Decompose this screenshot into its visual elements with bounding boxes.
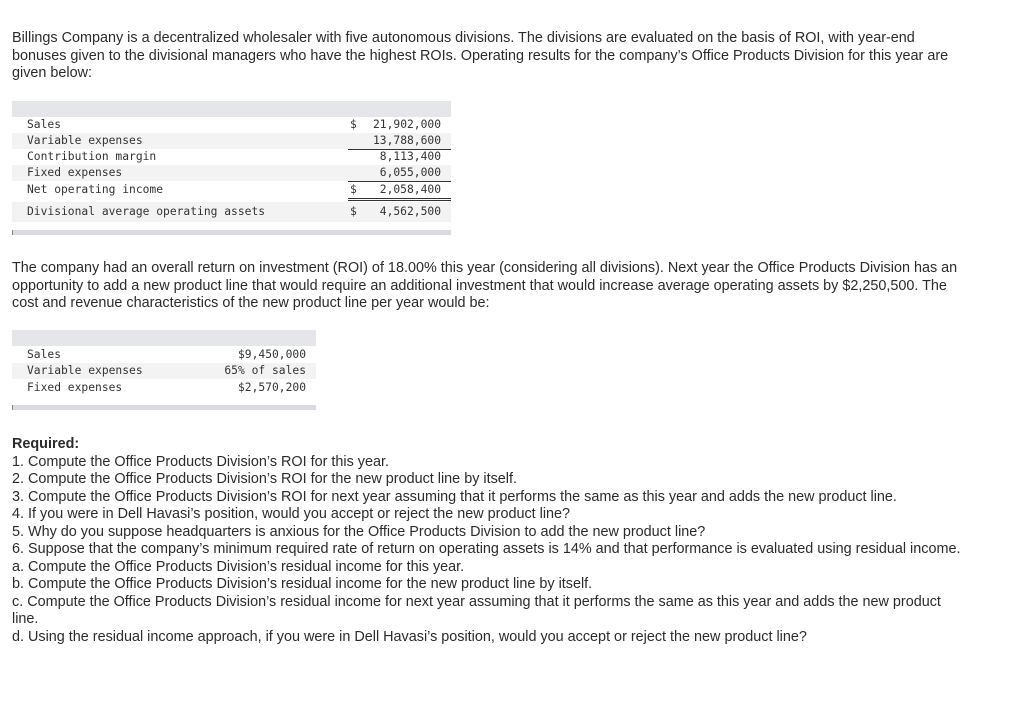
row-label: Variable expenses	[27, 364, 143, 377]
required-item: 5. Why do you suppose headquarters is anxious for the Office Products Division to add the new product line?	[12, 523, 706, 540]
table-row	[12, 133, 451, 149]
required-section	[12, 436, 962, 646]
row-value: 13,788,600	[372, 134, 441, 147]
dollar-sign: $	[350, 118, 357, 131]
row-value: $9,450,000	[237, 348, 306, 361]
table-footer-band	[12, 405, 316, 410]
required-item: c. Compute the Office Products Division’s residual income for next year assuming that it performs the same as this year and adds the new product line.	[12, 593, 941, 627]
table-footer-band	[12, 230, 451, 235]
row-value: 6,055,000	[379, 166, 441, 179]
required-item: 6. Suppose that the company’s minimum required rate of return on operating assets is 14% and that performance is evaluated using residual income.	[12, 541, 961, 557]
table-row	[12, 117, 451, 133]
row-label: Fixed expenses	[27, 166, 123, 179]
row-label: Variable expenses	[27, 134, 143, 147]
row-label: Contribution margin	[27, 150, 157, 163]
table-row	[12, 363, 316, 379]
row-value: $2,570,200	[237, 381, 306, 394]
table-row	[12, 347, 316, 363]
table-row	[12, 380, 316, 396]
required-item: 4. If you were in Dell Havasi’s position, would you accept or reject the new product line?	[12, 506, 571, 522]
required-item: 3. Compute the Office Products Division’s ROI for next year assuming that it performs the same as this year and adds the new product line.	[12, 488, 897, 505]
row-value: 2,058,400	[379, 183, 441, 196]
row-label: Divisional average operating assets	[27, 205, 266, 218]
row-label: Sales	[27, 348, 62, 361]
required-item: a. Compute the Office Products Division’s residual income for this year.	[12, 558, 465, 575]
row-label: Sales	[27, 118, 62, 131]
required-heading: Required:	[12, 436, 80, 452]
table-header-band	[12, 330, 316, 346]
required-item: 1. Compute the Office Products Division’s ROI for this year.	[12, 453, 389, 470]
row-value: 21,902,000	[372, 118, 441, 131]
operating-results-table	[12, 101, 451, 235]
middle-paragraph: The company had an overall return on investment (ROI) of 18.00% this year (considering all divisions). Next year the Office Products Division has an opportunity to add a new product line that would require an additional investment that would increase average operating assets by $2,250,500. The cost and revenue characteristics of the new product line per year would be:	[12, 260, 958, 311]
intro-paragraph: Billings Company is a decentralized wholesaler with five autonomous divisions. The divisions are evaluated on the basis of ROI, with year-end bonuses given to the divisional managers who have the highest ROIs. Operating results for the company’s Office Products Division for this year are given below:	[12, 30, 949, 81]
row-value: 4,562,500	[379, 205, 441, 218]
double-underline-top	[348, 198, 451, 199]
row-label: Fixed expenses	[27, 381, 123, 394]
new-product-line-table	[12, 330, 316, 412]
required-item: 2. Compute the Office Products Division’s ROI for the new product line by itself.	[12, 471, 517, 487]
dollar-sign: $	[350, 205, 357, 218]
table-header-band	[12, 101, 451, 117]
row-label: Net operating income	[27, 183, 164, 196]
dollar-sign: $	[350, 183, 357, 196]
row-value: 65% of sales	[224, 364, 306, 377]
table-row	[12, 182, 451, 198]
required-item: d. Using the residual income approach, if you were in Dell Havasi’s position, would you accept or reject the new product line?	[12, 628, 807, 645]
table-row	[12, 165, 451, 181]
required-item: b. Compute the Office Products Division’s residual income for the new product line by itself.	[12, 576, 593, 592]
table-row	[12, 202, 451, 222]
table-row	[12, 149, 451, 165]
row-value: 8,113,400	[379, 150, 441, 163]
double-underline-bottom	[348, 200, 451, 201]
